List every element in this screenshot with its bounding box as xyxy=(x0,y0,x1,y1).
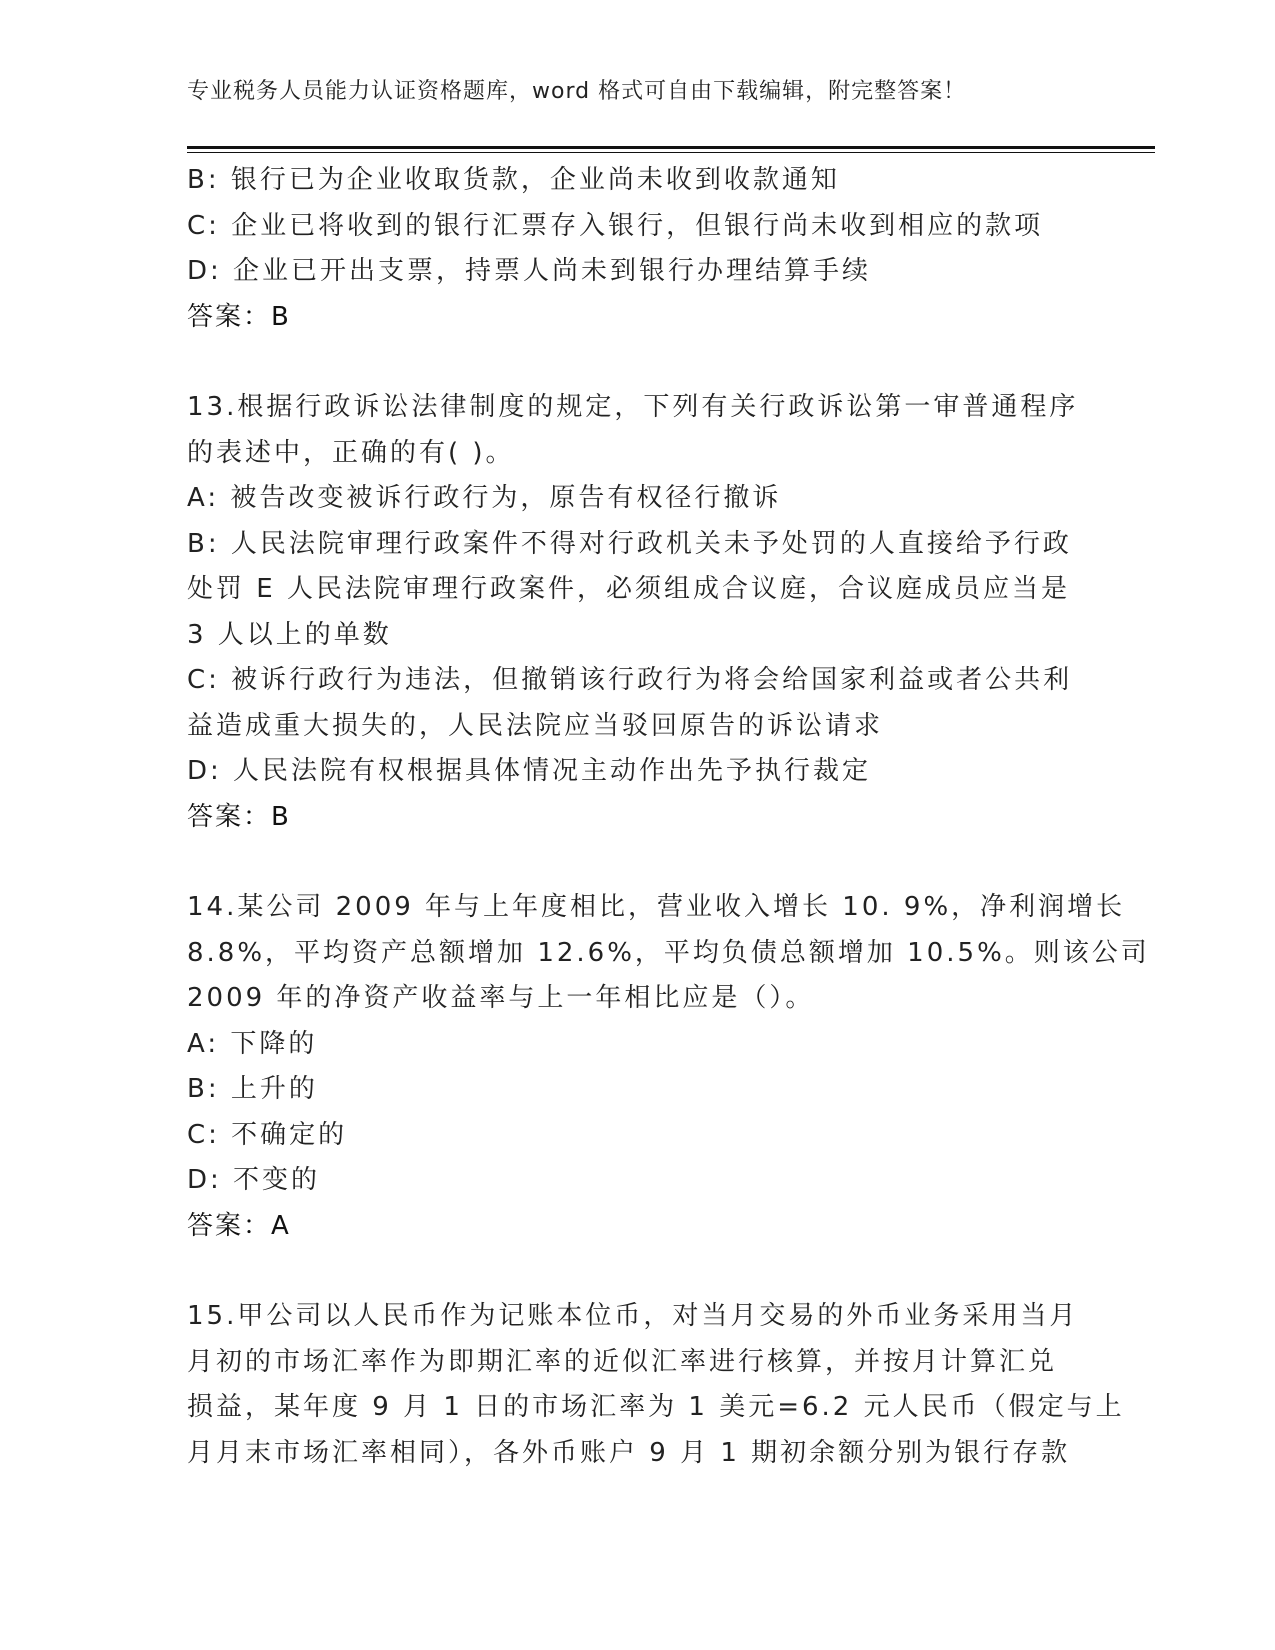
option-a: A: 被告改变被诉行政行为，原告有权径行撤诉 xyxy=(187,483,782,513)
question-content xyxy=(187,158,1150,1476)
option-a: A: 下降的 xyxy=(187,1028,318,1059)
option-b: B: 人民法院审理行政案件不得对行政机关未予处罚的人直接给予行政 xyxy=(187,528,1072,559)
question-stem-line: 月月末市场汇率相同），各外币账户 9 月 1 期初余额分别为银行存款 xyxy=(187,1437,1071,1468)
option-b-continued: 处罚 E 人民法院审理行政案件，必须组成合议庭，合议庭成员应当是 xyxy=(187,574,1070,604)
option-c: C: 不确定的 xyxy=(187,1119,348,1150)
header-rule-thick xyxy=(187,146,1155,149)
question-stem-line: 14.某公司 2009 年与上年度相比，营业收入增长 10. 9%，净利润增长 xyxy=(187,892,1126,922)
answer-line: 答案：B xyxy=(187,801,291,832)
spacer xyxy=(187,1249,1087,1294)
question-14 xyxy=(187,885,1150,1249)
option-b: B: 上升的 xyxy=(187,1074,318,1104)
question-12 xyxy=(187,158,1087,340)
option-b: B: 银行已为企业收取货款，企业尚未收到收款通知 xyxy=(187,165,840,195)
answer-line: 答案：A xyxy=(187,1210,291,1241)
option-c: C: 被诉行政行为违法，但撤销该行政行为将会给国家利益或者公共利 xyxy=(187,665,1073,695)
question-stem-line: 的表述中，正确的有( )。 xyxy=(187,437,515,468)
spacer xyxy=(187,840,1087,885)
question-stem-line: 15.甲公司以人民币作为记账本位币，对当月交易的外币业务采用当月 xyxy=(187,1301,1079,1331)
question-stem-line: 损益，某年度 9 月 1 日的市场汇率为 1 美元=6.2 元人民币（假定与上 xyxy=(187,1392,1125,1422)
question-15 xyxy=(187,1294,1125,1476)
option-c: C: 企业已将收到的银行汇票存入银行，但银行尚未收到相应的款项 xyxy=(187,210,1044,241)
option-d: D: 人民法院有权根据具体情况主动作出先予执行裁定 xyxy=(187,756,872,786)
header-rule-thin xyxy=(187,152,1155,153)
question-stem-line: 2009 年的净资产收益率与上一年相比应是（）。 xyxy=(187,983,815,1013)
option-c-continued: 益造成重大损失的，人民法院应当驳回原告的诉讼请求 xyxy=(187,710,884,741)
option-d: D: 企业已开出支票，持票人尚未到银行办理结算手续 xyxy=(187,256,872,286)
spacer xyxy=(187,340,1087,385)
question-stem-line: 13.根据行政诉讼法律制度的规定，下列有关行政诉讼第一审普通程序 xyxy=(187,392,1079,422)
option-d: D: 不变的 xyxy=(187,1165,321,1195)
option-b-continued: 3 人以上的单数 xyxy=(187,619,392,650)
answer-line: 答案：B xyxy=(187,301,291,332)
question-stem-line: 月初的市场汇率作为即期汇率的近似汇率进行核算，并按月计算汇兑 xyxy=(187,1346,1058,1377)
question-stem-line: 8.8%，平均资产总额增加 12.6%，平均负债总额增加 10.5%。则该公司 xyxy=(187,937,1150,968)
question-13 xyxy=(187,385,1087,840)
page-header: 专业税务人员能力认证资格题库，word 格式可自由下载编辑，附完整答案！ xyxy=(187,79,967,104)
